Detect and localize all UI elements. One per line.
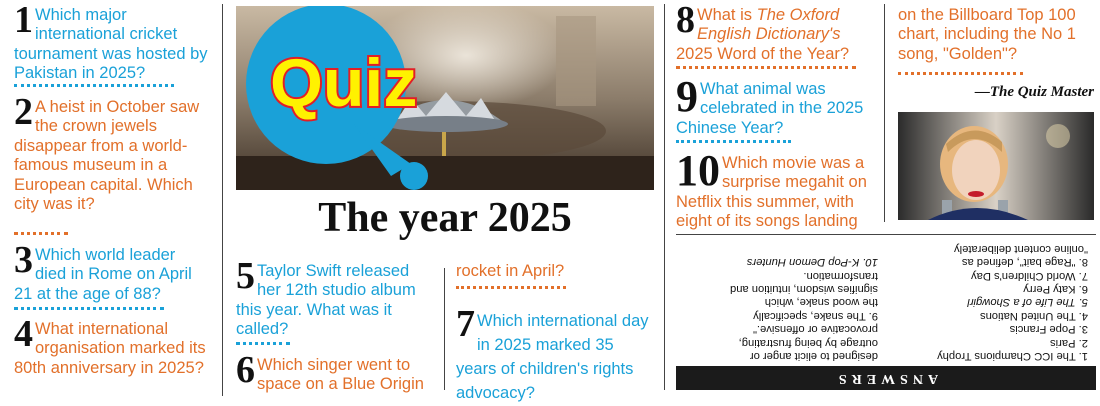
- answer-line: 5. The Life of a Showgirl: [967, 296, 1088, 309]
- question-10-continued: on the Billboard Top 100 chart, including the No 1 song, "Golden"?: [898, 6, 1076, 63]
- question-text: What animal was celebrated in the 2025 Chinese Year?: [676, 80, 864, 137]
- quiz-logo: [236, 6, 466, 192]
- answers-rule: [676, 234, 1096, 235]
- dotted-divider: [456, 286, 566, 289]
- column-rule: [884, 4, 885, 222]
- answer-line: 3. Pope Francis: [1009, 323, 1088, 336]
- question-number: 2: [14, 91, 33, 133]
- answer-line: 1. The ICC Champions Trophy: [937, 350, 1088, 362]
- column-rule: [664, 4, 665, 390]
- question-1: [14, 0, 214, 84]
- column-rule: [444, 268, 445, 390]
- answer-line: the wood snake, which: [764, 296, 878, 309]
- answer-line: 4. The United Nations: [979, 309, 1088, 322]
- question-10: [676, 146, 876, 232]
- dotted-divider: [676, 66, 856, 69]
- answer-line: designed to elicit anger or: [749, 350, 878, 362]
- answer-line: provocative or offensive.": [752, 323, 878, 336]
- question-number: 6: [236, 349, 255, 391]
- answer-line: transformation.: [803, 269, 878, 282]
- question-4: [14, 313, 209, 378]
- answer-line: 10. K-Pop Demon Hunters: [746, 256, 878, 269]
- answer-line: outrage by being frustrating,: [738, 336, 878, 349]
- question-number: 8: [676, 0, 695, 41]
- question-6: [236, 349, 434, 395]
- question-text: Which movie was a surprise megahit on Netflix this summer, with eight of its songs landing: [676, 154, 867, 231]
- answer-line: 9. The snake, specifically: [753, 309, 878, 322]
- dotted-divider: [14, 84, 174, 87]
- dotted-divider: [236, 342, 290, 345]
- quiz-logo-text: Quiz: [270, 45, 418, 121]
- question-9: [676, 72, 876, 138]
- byline: —The Quiz Master: [974, 84, 1094, 100]
- question-number: 7: [456, 303, 475, 345]
- question-text: Which singer went to space on a Blue Origin: [257, 356, 424, 394]
- question-text-post: 2025 Word of the Year?: [676, 44, 850, 63]
- singer-photo: [898, 112, 1094, 220]
- answer-line: 7. World Children's Day: [971, 269, 1088, 282]
- question-number: 9: [676, 72, 698, 121]
- question-text: Which major international cricket tournament was hosted by Pakistan in 2025?: [14, 6, 208, 83]
- answer-line: "online content deliberately: [954, 242, 1088, 255]
- headline: The year 2025: [318, 195, 572, 241]
- question-text: Taylor Swift released her 12th studio album this year. What was it called?: [236, 262, 416, 339]
- question-number: 1: [14, 0, 33, 41]
- question-3: [14, 239, 209, 304]
- answer-line: signifies wisdom, intuition and: [730, 282, 878, 295]
- dotted-divider: [676, 140, 791, 143]
- question-text: Which world leader died in Rome on April 21 at the age of 88?: [14, 246, 192, 303]
- question-text: What international organisation marked its 80th anniversary in 2025?: [14, 320, 206, 377]
- question-number: 4: [14, 313, 33, 355]
- question-8: [676, 0, 871, 64]
- answer-line: 8. "Rage bait", defined as: [961, 256, 1088, 269]
- answer-line: 6. Katy Perry: [1023, 282, 1088, 295]
- question-text-italic: The Oxford English Dictionary's: [697, 6, 841, 44]
- question-text-pre: What is: [697, 6, 757, 24]
- question-6-continued: rocket in April?: [456, 262, 565, 280]
- dotted-divider: [898, 72, 1023, 75]
- answers-col-2: [680, 255, 878, 362]
- answers-box: [676, 236, 1096, 390]
- question-number: 10: [676, 146, 720, 195]
- answers-col-1: [883, 241, 1088, 362]
- answers-header: ANSWERS: [676, 366, 1096, 390]
- question-7: [456, 303, 651, 406]
- question-2: [14, 91, 209, 215]
- question-text: Which international day in 2025 marked 35 years of children's rights advocacy?: [456, 312, 649, 402]
- dotted-divider: [14, 307, 164, 310]
- question-number: 5: [236, 255, 255, 297]
- question-text: A heist in October saw the crown jewels disappear from a world-famous museum in a European capital. Which city was it?: [14, 98, 200, 214]
- question-5: [236, 255, 434, 340]
- answer-line: 2. Paris: [1050, 336, 1088, 349]
- question-number: 3: [14, 239, 33, 281]
- column-rule: [222, 4, 223, 396]
- dotted-divider: [14, 232, 68, 235]
